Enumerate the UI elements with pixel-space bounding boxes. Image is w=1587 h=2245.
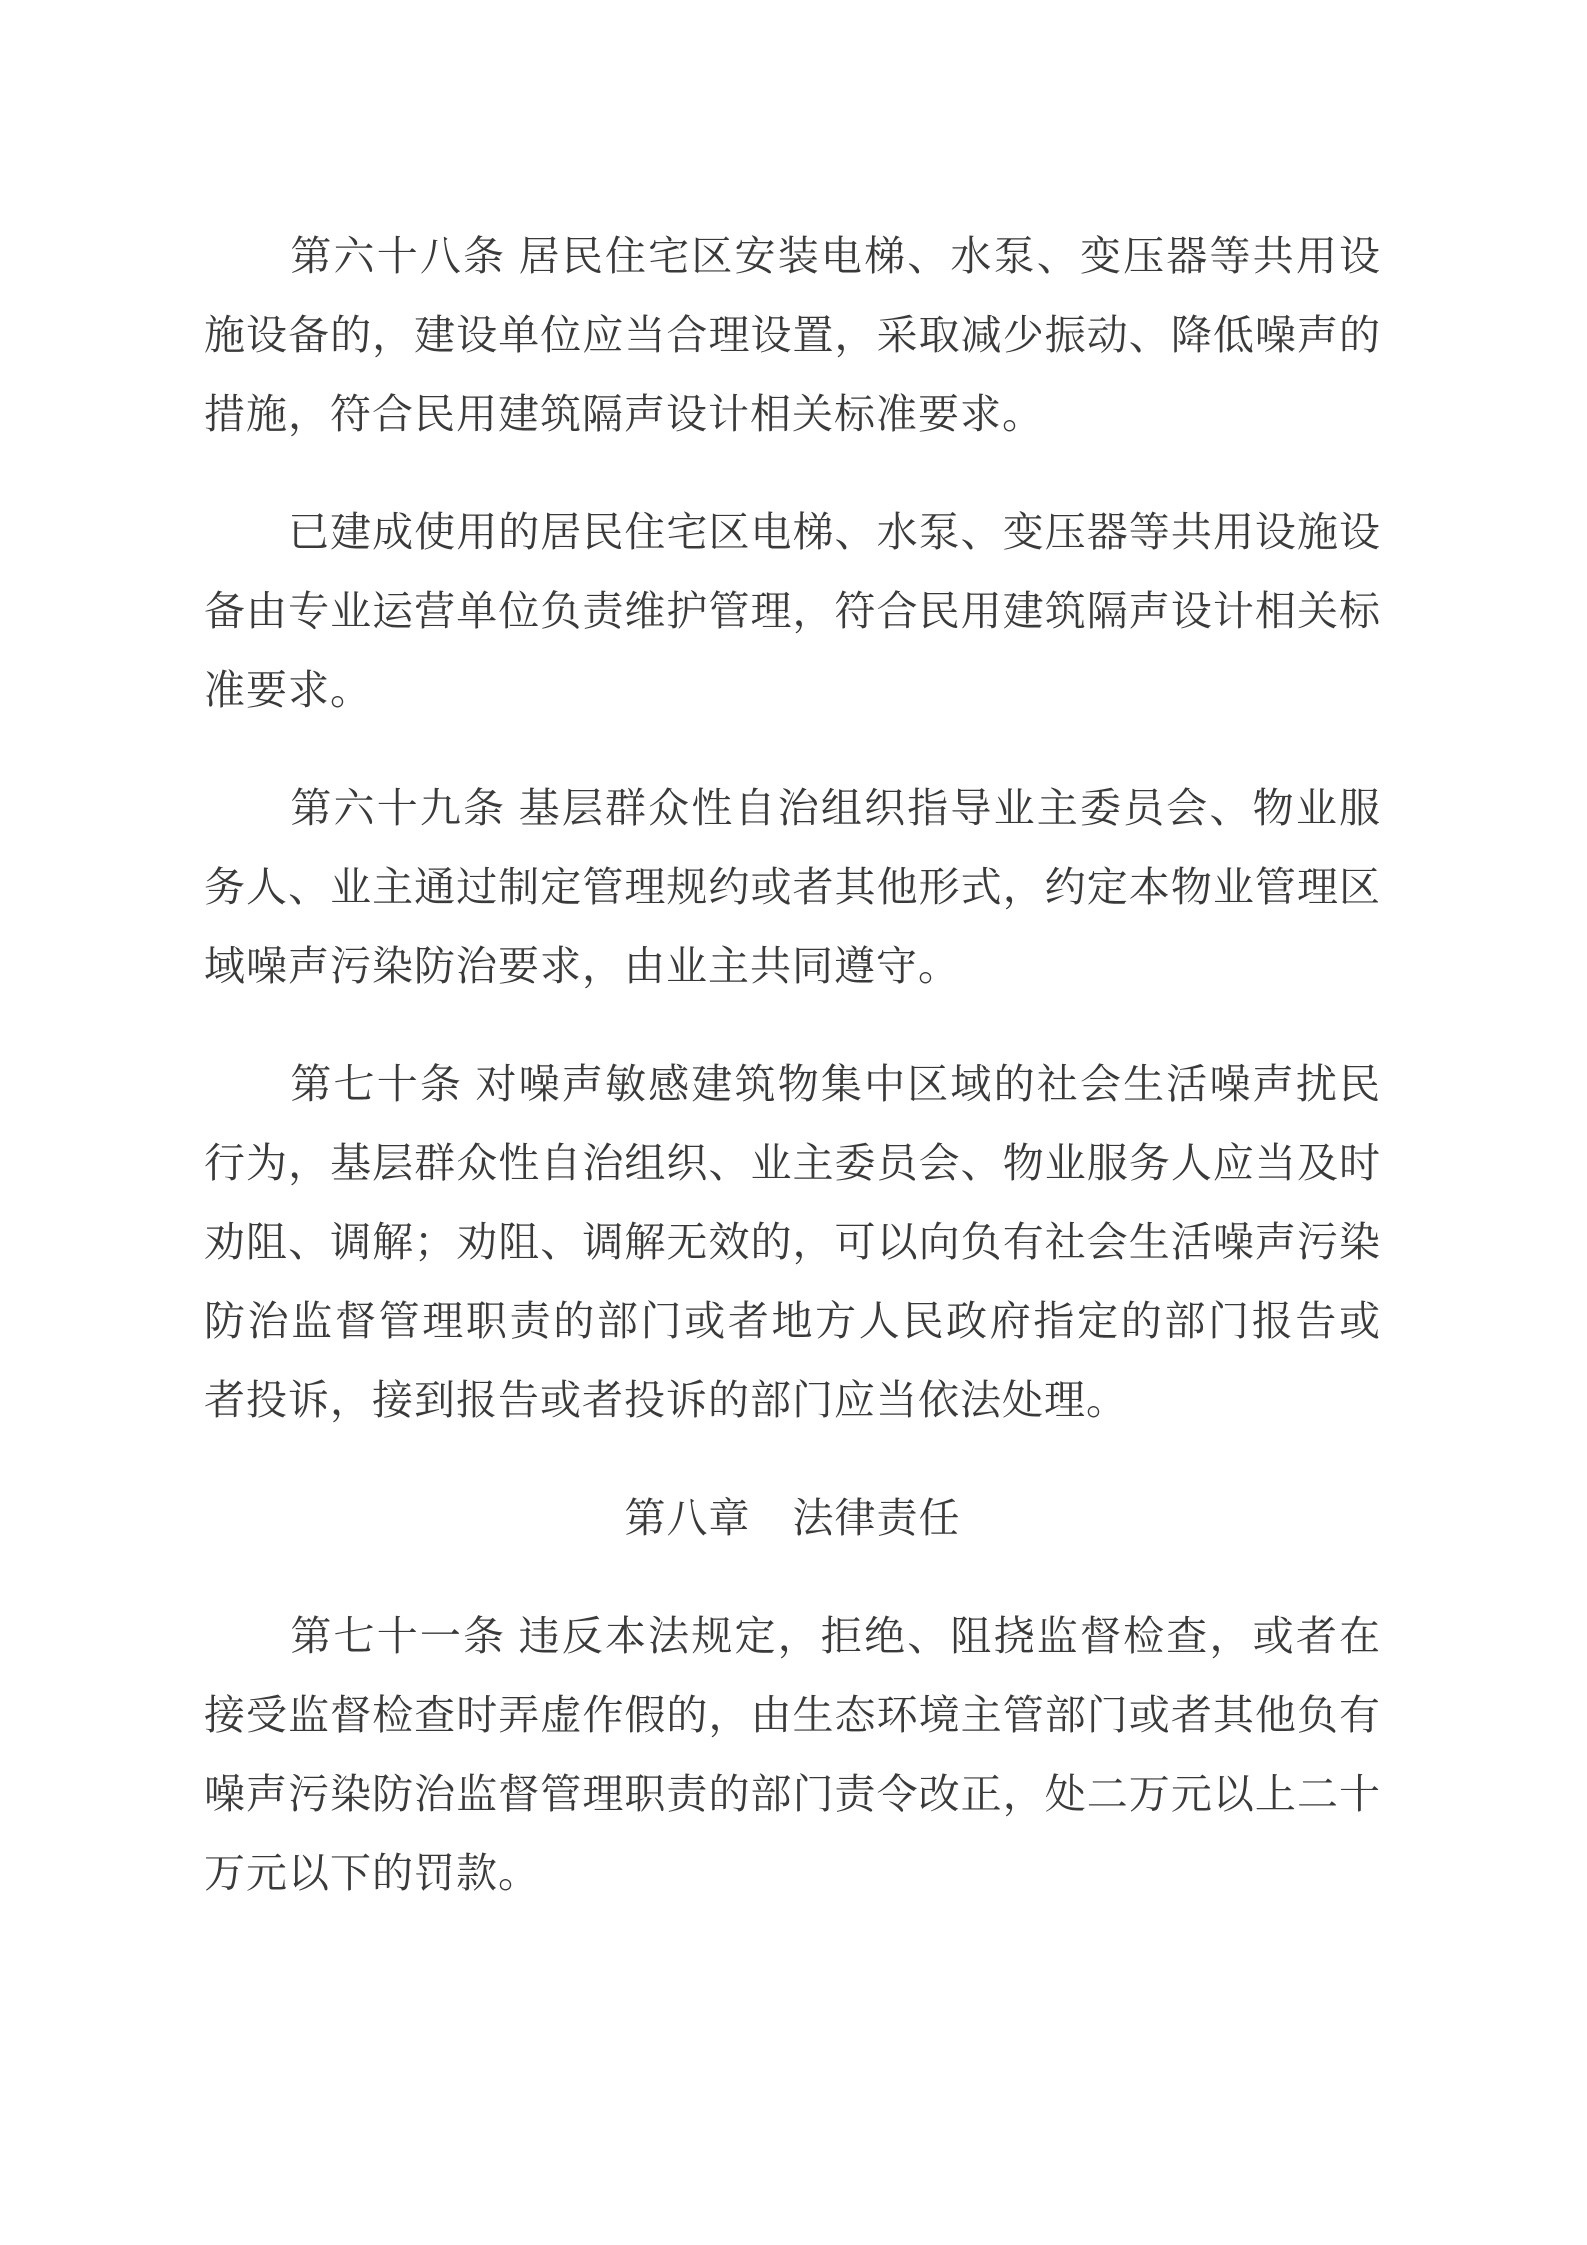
text-line: 第七十一条 违反本法规定，拒绝、阻挠监督检查，或者在 [204,1613,1381,1659]
text-line: 施设备的，建设单位应当合理设置，采取减少振动、降低噪声的 [204,312,1381,358]
text-line: 第八章 法律责任 [624,1495,961,1541]
text-line: 准要求。 [204,667,372,713]
paragraph [204,217,1381,454]
text-line: 噪声污染防治监督管理职责的部门责令改正，处二万元以上二十 [204,1771,1381,1817]
text-line: 接受监督检查时弄虚作假的，由生态环境主管部门或者其他负有 [204,1692,1381,1738]
chapter-heading [204,1479,1381,1558]
text-line: 行为，基层群众性自治组织、业主委员会、物业服务人应当及时 [204,1140,1381,1186]
document-text [204,217,1381,1913]
text-line: 万元以下的罚款。 [204,1850,540,1896]
text-line: 措施，符合民用建筑隔声设计相关标准要求。 [204,391,1044,437]
text-line: 务人、业主通过制定管理规约或者其他形式，约定本物业管理区 [204,864,1381,910]
text-line: 域噪声污染防治要求，由业主共同遵守。 [204,943,960,989]
paragraph [204,493,1381,730]
text-line: 备由专业运营单位负责维护管理，符合民用建筑隔声设计相关标 [204,588,1381,634]
paragraph [204,1597,1381,1913]
paragraph [204,769,1381,1006]
text-line: 者投诉，接到报告或者投诉的部门应当依法处理。 [204,1377,1128,1423]
text-line: 第六十八条 居民住宅区安装电梯、水泵、变压器等共用设 [204,233,1381,279]
text-line: 防治监督管理职责的部门或者地方人民政府指定的部门报告或 [204,1298,1381,1344]
paragraph [204,1045,1381,1440]
text-line: 第六十九条 基层群众性自治组织指导业主委员会、物业服 [204,785,1381,831]
text-line: 已建成使用的居民住宅区电梯、水泵、变压器等共用设施设 [204,509,1381,555]
text-line: 第七十条 对噪声敏感建筑物集中区域的社会生活噪声扰民 [204,1061,1381,1107]
text-line: 劝阻、调解；劝阻、调解无效的，可以向负有社会生活噪声污染 [204,1219,1381,1265]
